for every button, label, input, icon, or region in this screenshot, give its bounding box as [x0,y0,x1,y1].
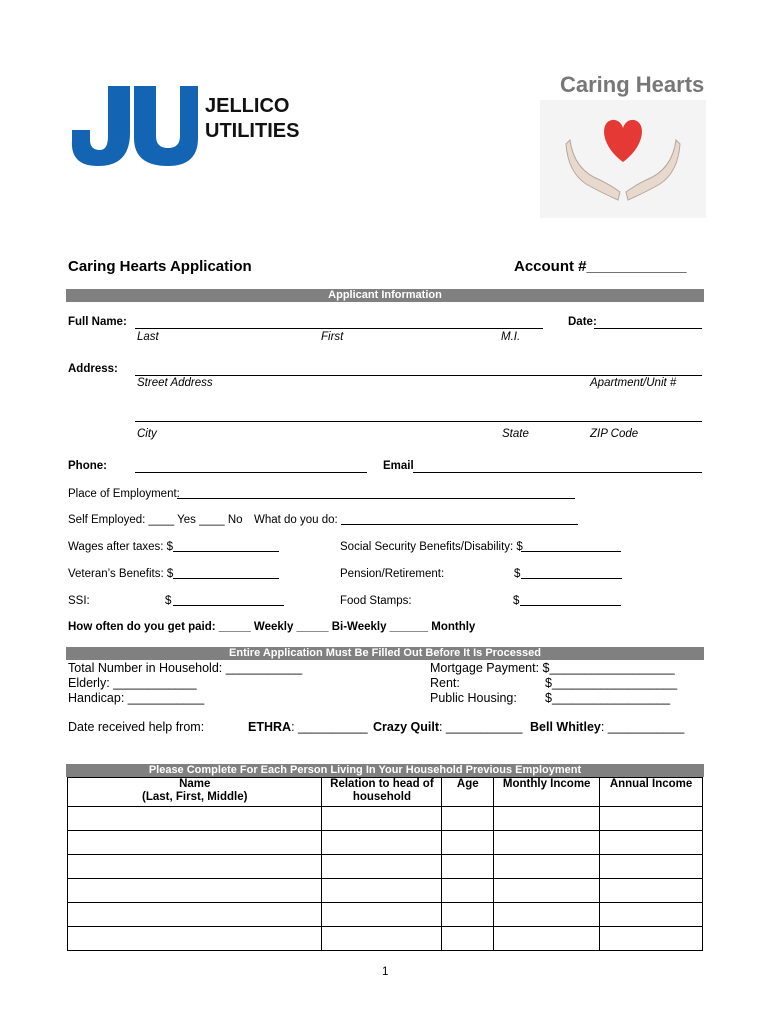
wages-label: Wages after taxes: $ [68,541,174,553]
table-header-row [68,778,703,807]
social-security-label: Social Security Benefits/Disability: $ [340,541,523,553]
apt-label: Apartment/Unit # [590,377,677,389]
bell-whitley-field[interactable]: Bell Whitley: ___________ [530,720,685,734]
first-label: First [321,331,344,343]
food-stamps-line[interactable] [520,605,621,606]
col-relation: Relation to head of household [322,778,442,807]
what-do-line[interactable] [341,524,578,525]
wages-line[interactable] [173,551,279,552]
table-row[interactable] [68,879,703,903]
pension-line[interactable] [521,578,622,579]
address-label: Address: [68,363,118,375]
table-row[interactable] [68,807,703,831]
ssi-line[interactable] [173,605,284,606]
ju-logo-mark [68,78,198,170]
col-annual-income: Annual Income [600,778,703,807]
place-of-employment-label: Place of Employment: [68,488,180,500]
food-stamps-label: Food Stamps: [340,595,412,607]
col-monthly-income: Monthly Income [494,778,600,807]
ssi-dollar: $ [165,595,172,607]
pay-frequency[interactable]: How often do you get paid: _____ Weekly _____ Bi-Weekly ______ Monthly [68,621,476,633]
caring-hearts-image [540,100,706,218]
place-of-employment-line[interactable] [177,498,575,499]
what-do-label: What do you do: [254,514,338,526]
full-name-label: Full Name: [68,316,127,328]
last-label: Last [137,331,159,343]
col-name: Name (Last, First, Middle) [68,778,322,807]
social-security-line[interactable] [521,551,621,552]
rent-label: Rent: [430,676,460,690]
elderly-count[interactable]: Elderly: ____________ [68,676,197,690]
handicap-count[interactable]: Handicap: ___________ [68,691,205,705]
email-line[interactable] [413,472,702,473]
col-age: Age [442,778,494,807]
ssi-label: SSI: [68,595,90,607]
veteran-label: Veteran’s Benefits: $ [68,568,174,580]
full-name-line[interactable] [135,328,543,329]
self-employed-label[interactable]: Self Employed: ____ Yes ____ No [68,514,243,526]
logo-line2: UTILITIES [205,120,300,142]
state-label: State [502,428,529,440]
pension-label: Pension/Retirement: [340,568,445,580]
page-number: 1 [382,966,389,978]
street-label: Street Address [137,377,213,389]
city-label: City [137,428,157,440]
logo-line1: JELLICO [205,95,290,117]
table-row[interactable] [68,855,703,879]
ethra-field[interactable]: ETHRA: __________ [248,720,368,734]
caring-hearts-title: Caring Hearts [560,72,705,97]
household-table [67,777,703,951]
email-label: Email [383,460,414,472]
entire-application-bar: Entire Application Must Be Filled Out Before It Is Processed [66,647,704,660]
street-line[interactable] [135,375,702,376]
food-stamps-dollar: $ [513,595,520,607]
applicant-info-bar: Applicant Information [66,289,704,302]
public-housing-label: Public Housing: [430,691,517,705]
city-line[interactable] [135,421,702,422]
table-row[interactable] [68,927,703,951]
ju-logo [68,78,198,170]
household-total[interactable]: Total Number in Household: ___________ [68,661,303,675]
public-housing-value[interactable]: $_________________ [545,691,671,705]
phone-line[interactable] [135,472,367,473]
heart-hands-icon [540,100,706,218]
table-row[interactable] [68,903,703,927]
pension-dollar: $ [514,568,521,580]
mortgage-payment[interactable]: Mortgage Payment: $__________________ [430,661,675,675]
household-table-bar: Please Complete For Each Person Living In Your Household Previous Employment [66,764,704,777]
table-row[interactable] [68,831,703,855]
date-label: Date: [568,316,597,328]
crazy-quilt-field[interactable]: Crazy Quilt: ___________ [373,720,523,734]
account-number[interactable]: Account #____________ [514,258,687,275]
zip-label: ZIP Code [590,428,639,440]
phone-label: Phone: [68,460,107,472]
date-received-label: Date received help from: [68,720,205,734]
date-line[interactable] [594,328,702,329]
veteran-line[interactable] [173,578,279,579]
application-title: Caring Hearts Application [68,258,252,275]
mi-label: M.I. [501,331,521,343]
rent-value[interactable]: $__________________ [545,676,678,690]
